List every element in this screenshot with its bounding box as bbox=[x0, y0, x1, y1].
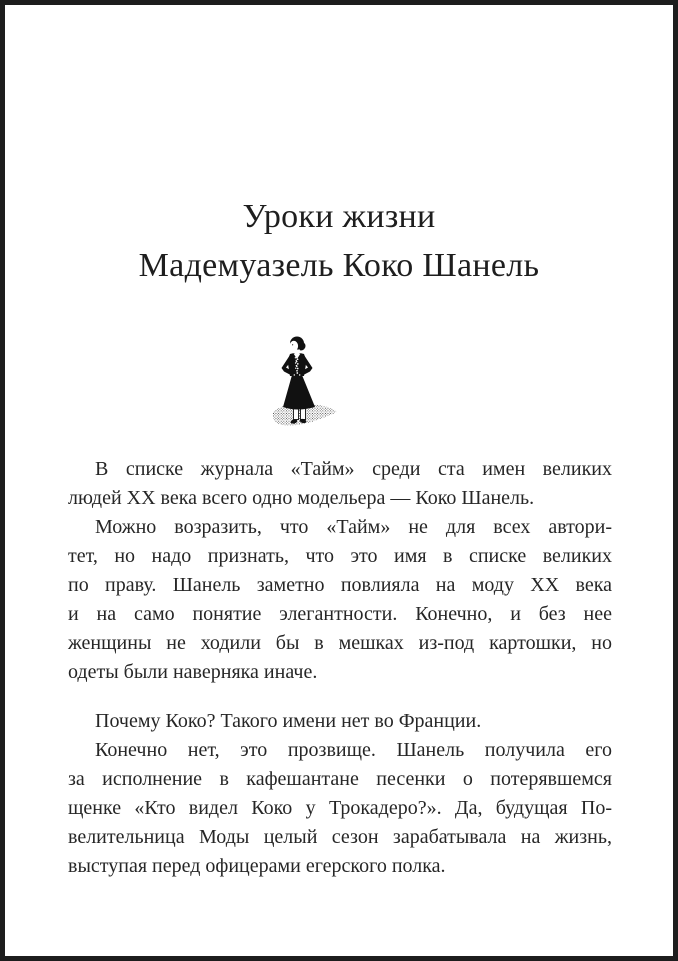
text-line: по праву. Шанель заметно повлияла на моду XX века bbox=[68, 574, 612, 596]
text-line: тет, но надо признать, что это имя в списке великих bbox=[68, 545, 612, 567]
text-line: Конечно нет, это прозвище. Шанель получила его bbox=[95, 739, 612, 761]
text-line: велительница Моды целый сезон зарабатывала на жизнь, bbox=[68, 826, 612, 848]
paragraph bbox=[68, 707, 612, 736]
text-line: Почему Коко? Такого имени нет во Франции. bbox=[95, 710, 482, 732]
body-text bbox=[68, 455, 612, 881]
text-line: В списке журнала «Тайм» среди ста имен великих bbox=[95, 458, 612, 480]
text-line: щенке «Кто видел Коко у Трокадеро?». Да, будущая По- bbox=[68, 797, 612, 819]
chapter-title-line-1: Уроки жизни bbox=[242, 198, 436, 235]
paragraph bbox=[68, 455, 612, 513]
chapter-title-line-2: Мадемуазель Коко Шанель bbox=[138, 247, 540, 284]
paragraph bbox=[68, 513, 612, 687]
text-line: Можно возразить, что «Тайм» не для всех автори- bbox=[95, 516, 612, 538]
coco-chanel-illustration bbox=[270, 332, 342, 428]
text-line: за исполнение в кафешантане песенки о потерявшемся bbox=[68, 768, 612, 790]
text-line: выступая перед офицерами егерского полка. bbox=[68, 855, 446, 877]
text-line: женщины не ходили бы в мешках из-под картошки, но bbox=[68, 632, 612, 654]
text-line: одеты были наверняка иначе. bbox=[68, 661, 318, 683]
chapter-title bbox=[5, 192, 673, 290]
text-line: людей XX века всего одно модельера — Коко Шанель. bbox=[68, 487, 535, 509]
text-line: и на само понятие элегантности. Конечно, и без нее bbox=[68, 603, 612, 625]
paragraph bbox=[68, 736, 612, 881]
